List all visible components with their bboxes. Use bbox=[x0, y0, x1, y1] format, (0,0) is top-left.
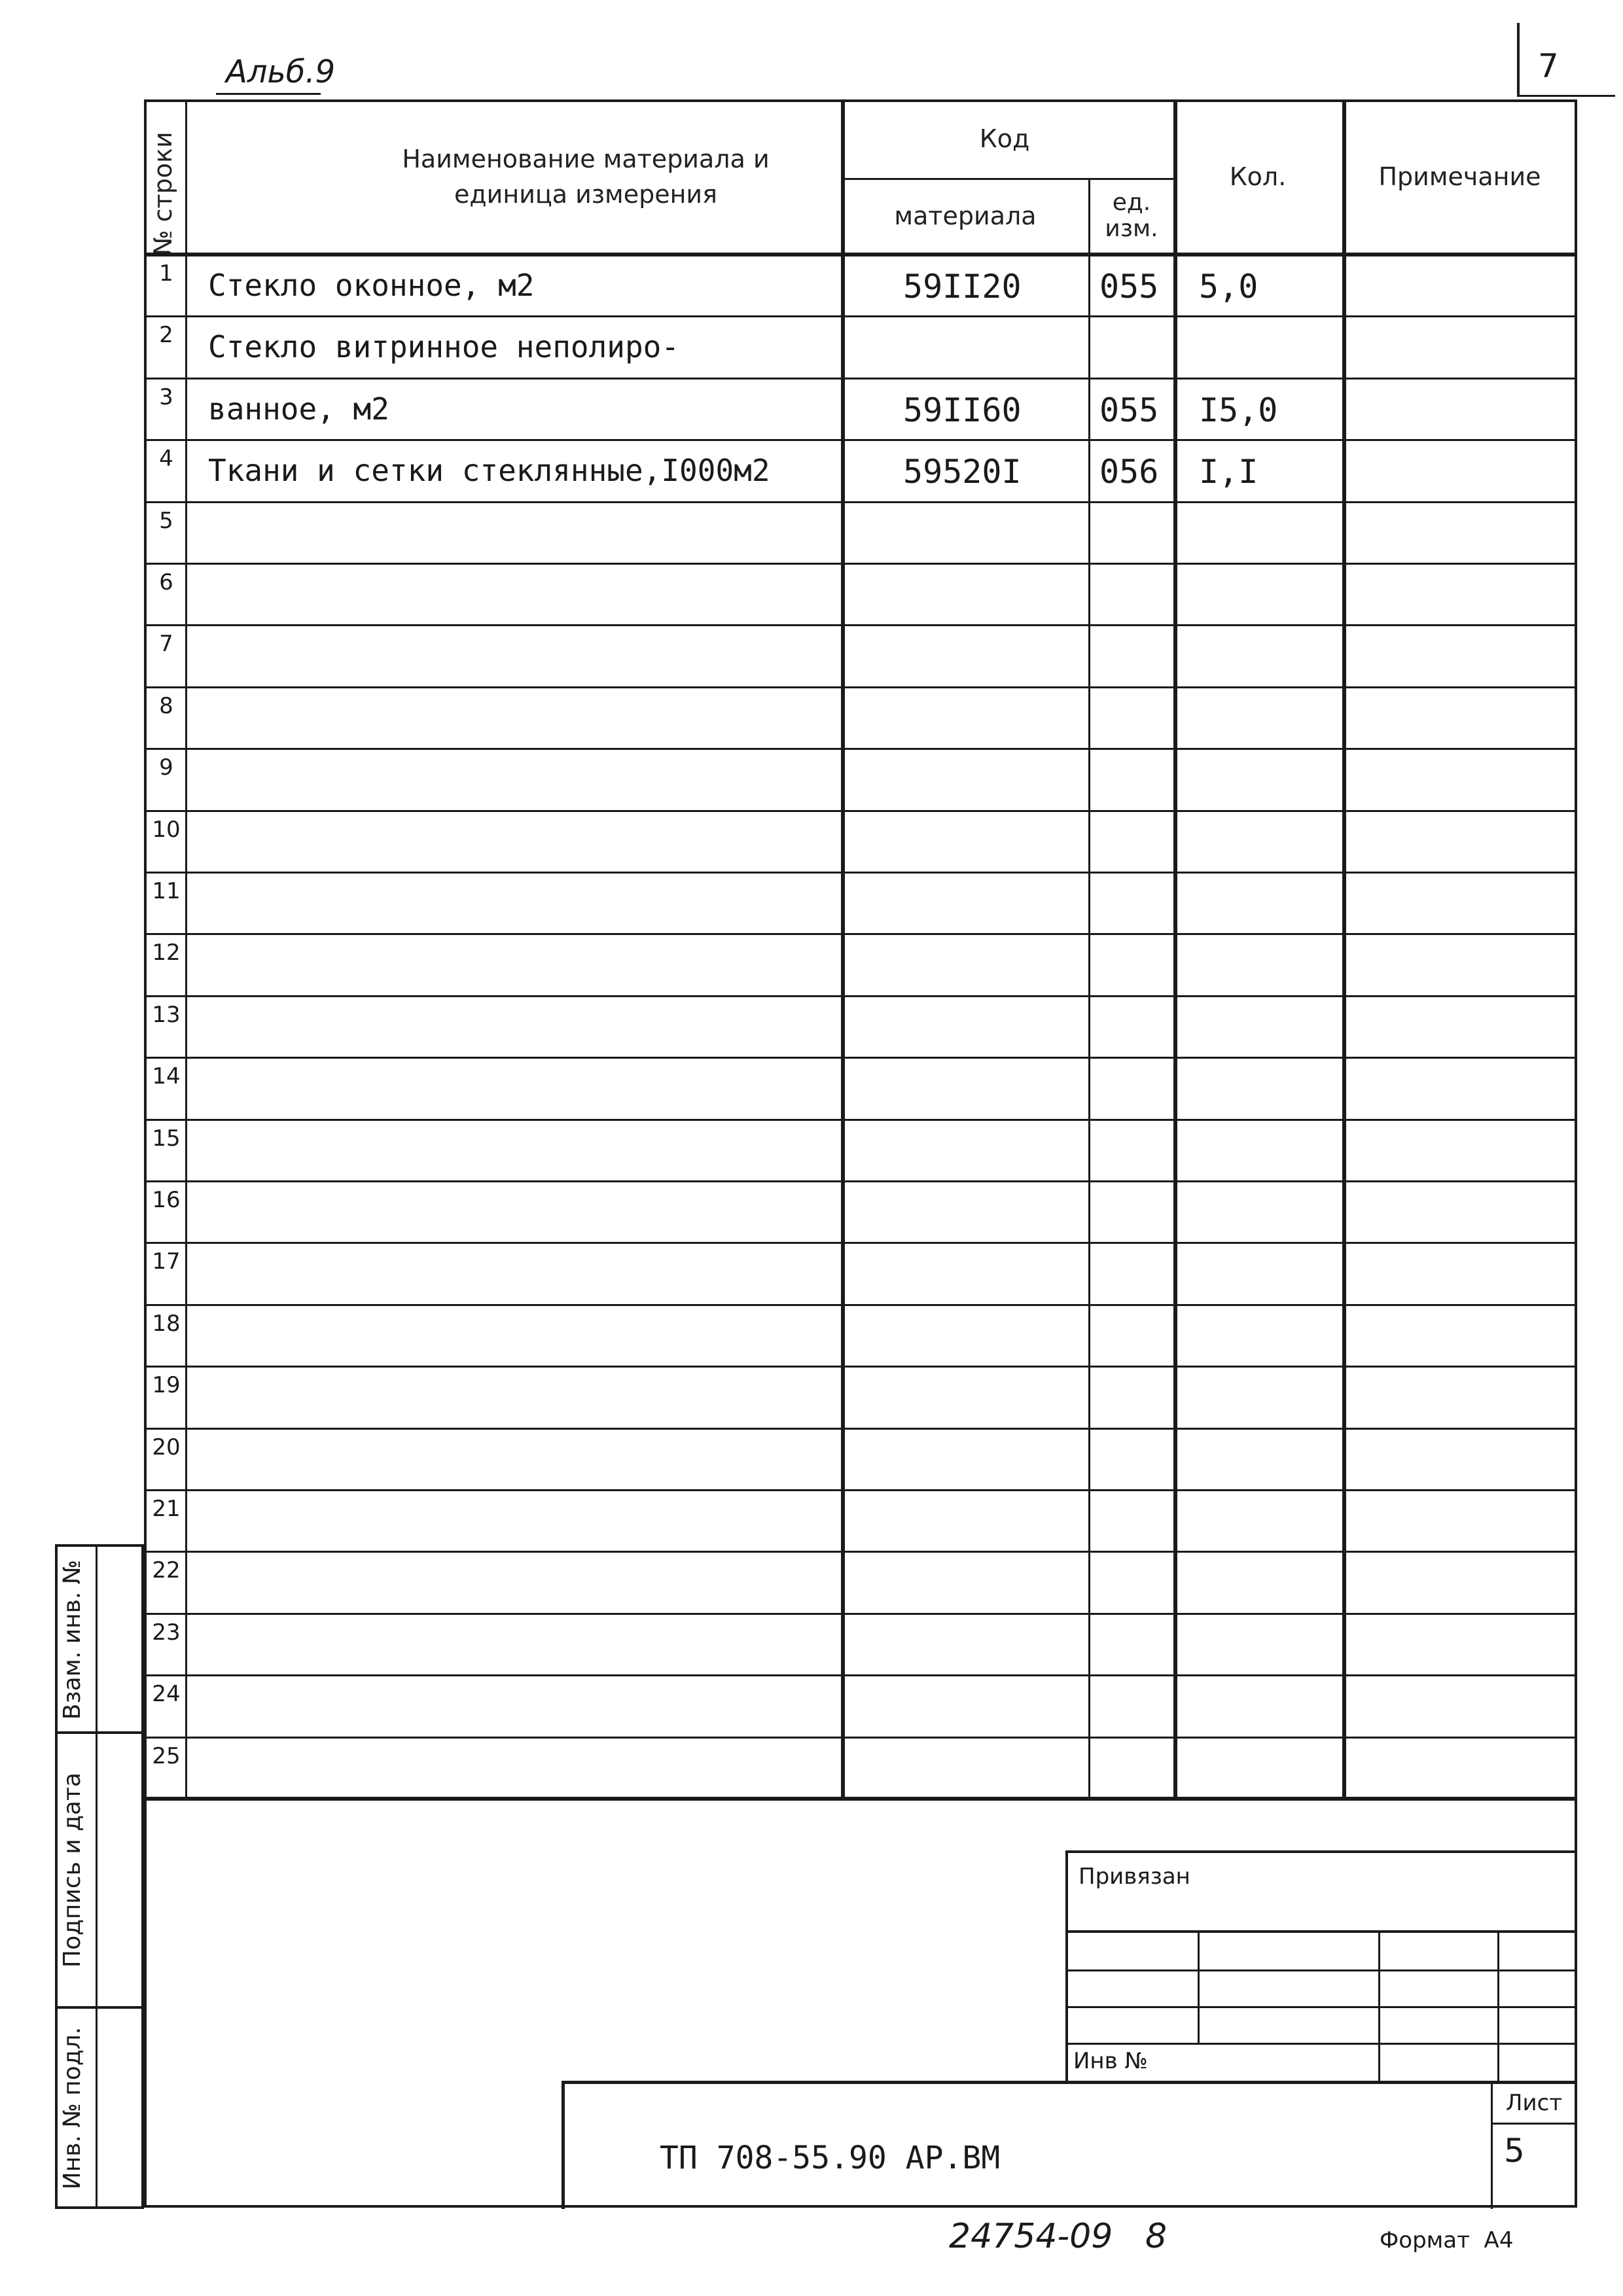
row-number: 8 bbox=[159, 693, 173, 719]
table-row bbox=[0, 624, 1623, 686]
row-number: 22 bbox=[152, 1557, 181, 1583]
side-inv-podl: Инв. № подл. bbox=[59, 2026, 86, 2190]
row-number: 18 bbox=[152, 1311, 181, 1337]
table-row bbox=[0, 1551, 1623, 1612]
tb-col-3 bbox=[1497, 1930, 1499, 2082]
album-underline bbox=[216, 93, 321, 95]
table-row bbox=[0, 1180, 1623, 1242]
row-number: 17 bbox=[152, 1248, 181, 1275]
tb-sheet-label: Лист bbox=[1505, 2090, 1563, 2116]
table-row bbox=[0, 315, 1623, 377]
row-number: 2 bbox=[159, 322, 173, 348]
header-code-divider bbox=[841, 178, 1173, 180]
row-number: 7 bbox=[159, 631, 173, 657]
tb-designation: ТП 708-55.90 АР.ВМ bbox=[660, 2140, 1001, 2176]
table-row bbox=[0, 501, 1623, 563]
row-number: 4 bbox=[159, 446, 173, 472]
tb-main-left-line bbox=[562, 2081, 565, 2209]
table-row bbox=[0, 254, 1623, 315]
cell-unit: 056 bbox=[1099, 453, 1159, 491]
header-name-line2: единица измерения bbox=[454, 180, 717, 209]
row-number: 19 bbox=[152, 1372, 181, 1398]
album-label: Альб.9 bbox=[226, 54, 336, 90]
cell-qty: I,I bbox=[1199, 453, 1258, 491]
tb-left-line bbox=[1065, 1850, 1068, 2082]
table-row bbox=[0, 1366, 1623, 1427]
title-block-main bbox=[562, 2081, 1577, 2209]
row-number: 23 bbox=[152, 1619, 181, 1646]
row-number: 13 bbox=[152, 1002, 181, 1028]
footer-format: Формат А4 bbox=[1380, 2227, 1514, 2253]
header-code-unit bbox=[1090, 178, 1173, 254]
header-code: Код bbox=[979, 124, 1030, 153]
table-row bbox=[0, 1489, 1623, 1551]
page-number-top: 7 bbox=[1538, 47, 1559, 85]
row-number: 10 bbox=[152, 817, 181, 843]
table-row bbox=[0, 1304, 1623, 1366]
table-row bbox=[0, 563, 1623, 624]
table-row bbox=[0, 378, 1623, 439]
table-row bbox=[0, 1674, 1623, 1736]
row-number: 5 bbox=[159, 508, 173, 534]
tb-inv-no-label: Инв № bbox=[1073, 2048, 1148, 2074]
cell-material: 59II20 bbox=[903, 268, 1022, 306]
footer-handwritten-code: 24754-09 8 bbox=[949, 2217, 1168, 2256]
row-number: 21 bbox=[152, 1496, 181, 1522]
cell-name: Ткани и сетки стеклянные,I000м2 bbox=[208, 453, 770, 488]
table-row bbox=[0, 995, 1623, 1057]
tb-sheet-line bbox=[1491, 2123, 1577, 2125]
side-stamp bbox=[55, 1544, 144, 2209]
cell-unit: 055 bbox=[1099, 391, 1159, 429]
cell-name: Стекло оконное, м2 bbox=[208, 268, 535, 303]
cell-material: 59520I bbox=[903, 453, 1022, 491]
cell-name: Стекло витринное неполиро- bbox=[208, 329, 680, 364]
tb-line-2 bbox=[1065, 1969, 1577, 1971]
table-row bbox=[0, 748, 1623, 809]
header-unit-line2: изм. bbox=[1105, 215, 1158, 242]
cell-name: ванное, м2 bbox=[208, 391, 389, 427]
cell-unit: 055 bbox=[1099, 268, 1159, 306]
table-row bbox=[0, 933, 1623, 995]
table-header bbox=[144, 99, 1577, 254]
row-number: 6 bbox=[159, 569, 173, 595]
row-number: 16 bbox=[152, 1187, 181, 1213]
cell-qty: 5,0 bbox=[1199, 268, 1258, 306]
row-number: 24 bbox=[152, 1681, 181, 1707]
table-row bbox=[0, 1242, 1623, 1303]
header-qty: Кол. bbox=[1229, 162, 1287, 191]
header-name-line1: Наименование материала и bbox=[402, 145, 770, 173]
tb-line-4 bbox=[1065, 2043, 1577, 2045]
table-row bbox=[0, 1428, 1623, 1489]
side-podpis-data: Подпись и дата bbox=[59, 1772, 86, 1968]
tb-privyazan-label: Привязан bbox=[1079, 1863, 1190, 1890]
cell-material: 59II60 bbox=[903, 391, 1022, 429]
table-row bbox=[0, 686, 1623, 748]
header-row-no: № строки bbox=[149, 132, 177, 256]
table-row bbox=[0, 810, 1623, 872]
row-number: 3 bbox=[159, 384, 173, 410]
tb-line-3 bbox=[1065, 2006, 1577, 2008]
tb-top-line bbox=[1065, 1850, 1577, 1853]
tb-col-1 bbox=[1198, 1930, 1200, 2043]
table-row bbox=[0, 1737, 1623, 1798]
row-number: 12 bbox=[152, 940, 181, 966]
row-number: 9 bbox=[159, 754, 173, 781]
table-row bbox=[0, 1613, 1623, 1674]
row-number: 25 bbox=[152, 1743, 181, 1769]
table-row bbox=[0, 872, 1623, 933]
table-row bbox=[0, 1119, 1623, 1180]
tb-sheet-value: 5 bbox=[1504, 2132, 1525, 2170]
row-number: 11 bbox=[152, 878, 181, 904]
header-note: Примечание bbox=[1378, 162, 1541, 191]
row-number: 1 bbox=[159, 260, 173, 287]
header-code-material: материала bbox=[894, 202, 1037, 230]
corner-underline bbox=[1517, 95, 1615, 97]
side-vzam-inv: Взам. инв. № bbox=[59, 1559, 86, 1720]
header-unit-line1: ед. bbox=[1112, 189, 1151, 216]
table-row bbox=[0, 439, 1623, 501]
cell-qty: I5,0 bbox=[1199, 391, 1278, 429]
row-number: 20 bbox=[152, 1434, 181, 1460]
row-number: 15 bbox=[152, 1125, 181, 1152]
title-block-privyazan bbox=[1065, 1850, 1577, 2082]
side-stamp-sep-1 bbox=[55, 1731, 144, 1734]
tb-line-1 bbox=[1065, 1930, 1577, 1933]
side-stamp-inner-line bbox=[96, 1544, 98, 2209]
row-number: 14 bbox=[152, 1063, 181, 1089]
tb-main-top-line bbox=[562, 2081, 1577, 2084]
corner-mark-line bbox=[1517, 23, 1520, 95]
table-row bbox=[0, 1057, 1623, 1118]
tb-col-2 bbox=[1378, 1930, 1380, 2082]
